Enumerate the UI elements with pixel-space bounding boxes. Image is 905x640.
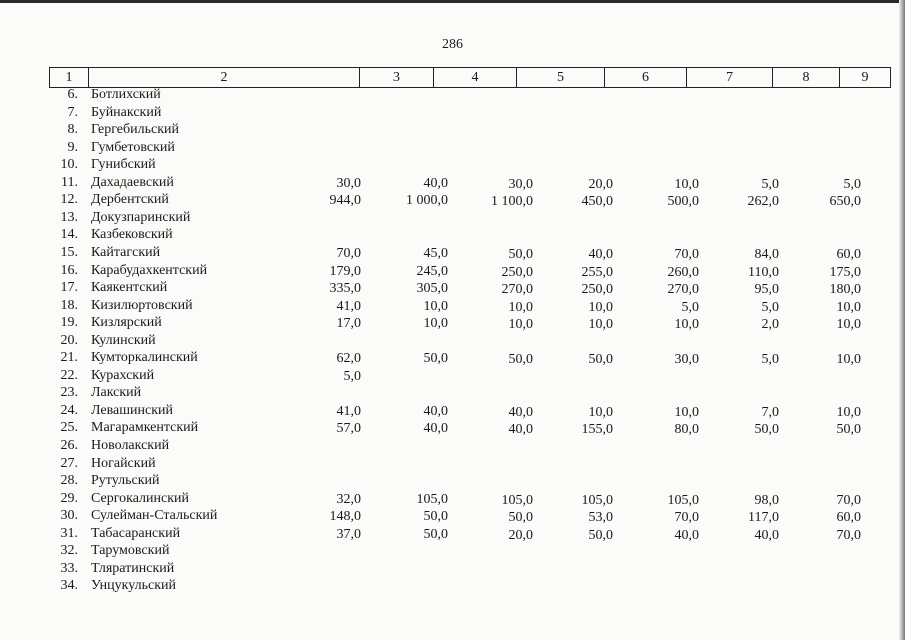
district-name: Кизлярский [91, 315, 162, 331]
row-number: 14. [60, 227, 78, 243]
row-number: 7. [67, 104, 78, 120]
value-cell-col-4: 305,0 [416, 281, 448, 297]
value-cell-col-8: 262,0 [747, 194, 779, 210]
row-number: 20. [60, 332, 78, 348]
table-row [0, 455, 905, 472]
district-name: Сергокалинский [91, 490, 190, 506]
value-cell-col-8: 84,0 [754, 246, 779, 262]
value-cell-col-4: 50,0 [423, 351, 448, 367]
value-cell-col-9: 175,0 [829, 264, 861, 280]
row-number: 26. [60, 438, 78, 453]
table-row [0, 139, 905, 156]
table-row [0, 174, 905, 191]
header-col-7: 7 [687, 68, 773, 87]
district-name: Кайтагский [91, 244, 161, 260]
district-name: Гумбетовский [91, 139, 175, 155]
value-cell-col-3: 5,0 [343, 368, 361, 384]
row-number: 29. [60, 490, 78, 506]
value-cell-col-9: 70,0 [836, 527, 861, 543]
table-row [0, 314, 905, 331]
value-cell-col-6: 40,0 [588, 246, 613, 262]
table-row [0, 367, 905, 384]
value-cell-col-6: 250,0 [581, 282, 613, 298]
district-name: Гергебильский [91, 122, 179, 138]
value-cell-col-8: 2,0 [761, 317, 779, 333]
value-cell-col-6: 105,0 [581, 492, 613, 508]
table-row [0, 419, 905, 436]
value-cell-col-4: 40,0 [423, 175, 448, 191]
table-header [49, 67, 891, 88]
district-name: Ногайский [91, 455, 156, 471]
value-cell-col-7: 10,0 [674, 176, 699, 192]
value-cell-col-5: 10,0 [508, 299, 533, 315]
value-cell-col-7: 500,0 [667, 194, 699, 210]
value-cell-col-7: 80,0 [674, 422, 699, 438]
row-number: 11. [61, 174, 78, 190]
row-number: 17. [60, 280, 78, 296]
value-cell-col-4: 10,0 [423, 316, 448, 332]
header-col-8: 8 [773, 68, 840, 87]
value-cell-col-3: 62,0 [336, 351, 361, 367]
value-cell-col-6: 50,0 [588, 527, 613, 543]
value-cell-col-9: 60,0 [836, 510, 861, 526]
table-row [0, 542, 905, 559]
district-name: Сулейман-Стальский [91, 508, 218, 524]
district-name: Кизилюртовский [91, 297, 193, 313]
value-cell-col-5: 105,0 [501, 492, 533, 508]
table-row [0, 577, 905, 594]
table-row [0, 209, 905, 226]
row-number: 24. [60, 402, 78, 418]
district-name: Тарумовский [91, 543, 170, 559]
value-cell-col-4: 50,0 [423, 526, 448, 542]
row-number: 23. [60, 385, 78, 401]
value-cell-col-5: 40,0 [508, 422, 533, 438]
value-cell-col-8: 40,0 [754, 527, 779, 543]
value-cell-col-7: 270,0 [667, 282, 699, 298]
row-number: 15. [60, 244, 78, 260]
district-name: Кумторкалинский [91, 350, 198, 366]
table-row [0, 384, 905, 401]
table-row [0, 560, 905, 577]
table-row [0, 121, 905, 138]
row-number: 9. [67, 139, 78, 155]
value-cell-col-3: 32,0 [336, 491, 361, 507]
value-cell-col-8: 110,0 [748, 264, 779, 280]
table-row [0, 525, 905, 542]
value-cell-col-5: 50,0 [508, 352, 533, 368]
value-cell-col-5: 30,0 [508, 176, 533, 192]
district-name: Карабудахкентский [91, 262, 208, 278]
row-number: 18. [60, 297, 78, 313]
table-row [0, 226, 905, 243]
value-cell-col-3: 41,0 [336, 403, 361, 419]
value-cell-col-4: 40,0 [423, 421, 448, 437]
value-cell-col-6: 10,0 [588, 404, 613, 420]
table-row [0, 297, 905, 314]
table-row [0, 490, 905, 507]
table-row [0, 437, 905, 454]
value-cell-col-6: 450,0 [581, 194, 613, 210]
value-cell-col-9: 60,0 [836, 246, 861, 262]
row-number: 10. [60, 157, 78, 173]
value-cell-col-5: 50,0 [508, 246, 533, 262]
table-row [0, 349, 905, 366]
value-cell-col-7: 40,0 [674, 527, 699, 543]
value-cell-col-4: 245,0 [416, 263, 448, 279]
district-name: Каякентский [91, 280, 168, 296]
value-cell-col-8: 50,0 [754, 422, 779, 438]
district-name: Гунибский [91, 157, 156, 173]
district-name: Табасаранский [91, 525, 181, 541]
value-cell-col-3: 37,0 [336, 526, 361, 542]
row-number: 32. [60, 543, 78, 559]
district-name: Казбековский [91, 227, 173, 243]
value-cell-col-7: 105,0 [667, 492, 699, 508]
district-name: Лакский [91, 385, 142, 401]
row-number: 12. [60, 192, 78, 208]
value-cell-col-5: 40,0 [508, 404, 533, 420]
row-number: 19. [60, 315, 78, 331]
page-number: 286 [442, 37, 463, 52]
value-cell-col-5: 20,0 [508, 527, 533, 543]
value-cell-col-8: 5,0 [761, 176, 779, 192]
row-number: 21. [60, 350, 78, 366]
value-cell-col-7: 5,0 [681, 299, 699, 315]
table-row [0, 156, 905, 173]
value-cell-col-8: 7,0 [761, 404, 779, 420]
value-cell-col-7: 70,0 [674, 510, 699, 526]
header-col-5: 5 [517, 68, 605, 87]
value-cell-col-8: 98,0 [754, 492, 779, 508]
row-number: 25. [60, 420, 78, 436]
district-name: Докузпаринский [91, 209, 191, 225]
table-row [0, 332, 905, 349]
row-number: 31. [60, 525, 78, 541]
header-col-6: 6 [605, 68, 687, 87]
value-cell-col-4: 45,0 [423, 245, 448, 261]
value-cell-col-3: 148,0 [329, 509, 361, 525]
row-number: 34. [60, 578, 78, 594]
district-name: Новолакский [91, 438, 170, 453]
district-name: Унцукульский [91, 578, 177, 594]
value-cell-col-3: 70,0 [336, 245, 361, 261]
row-number: 30. [60, 508, 78, 524]
table-row [0, 262, 905, 279]
row-number: 28. [60, 473, 78, 489]
value-cell-col-7: 10,0 [674, 404, 699, 420]
header-col-2: 2 [89, 68, 360, 87]
table-row [0, 279, 905, 296]
row-number: 13. [60, 209, 78, 225]
value-cell-col-8: 117,0 [748, 510, 779, 526]
table-row [0, 86, 905, 103]
district-name: Магарамкентский [91, 420, 199, 436]
table-row [0, 104, 905, 121]
row-number: 33. [60, 560, 78, 576]
value-cell-col-6: 155,0 [581, 422, 613, 438]
row-number: 16. [60, 262, 78, 278]
value-cell-col-6: 20,0 [588, 176, 613, 192]
value-cell-col-3: 17,0 [336, 316, 361, 332]
value-cell-col-9: 50,0 [836, 422, 861, 438]
district-name: Курахский [91, 367, 155, 383]
value-cell-col-5: 270,0 [501, 282, 533, 298]
value-cell-col-3: 335,0 [329, 281, 361, 297]
value-cell-col-9: 5,0 [843, 176, 861, 192]
value-cell-col-9: 180,0 [829, 282, 861, 298]
value-cell-col-4: 10,0 [423, 298, 448, 314]
value-cell-col-5: 50,0 [508, 510, 533, 526]
header-col-4: 4 [434, 68, 517, 87]
district-name: Дербентский [91, 192, 169, 208]
header-col-1: 1 [50, 68, 89, 87]
value-cell-col-3: 57,0 [336, 421, 361, 437]
value-cell-col-7: 260,0 [667, 264, 699, 280]
row-number: 6. [67, 87, 78, 102]
value-cell-col-9: 10,0 [836, 299, 861, 315]
district-name: Рутульский [91, 473, 160, 489]
value-cell-col-3: 944,0 [329, 193, 361, 209]
header-col-9: 9 [861, 70, 869, 85]
value-cell-col-8: 5,0 [761, 352, 779, 368]
value-cell-col-9: 10,0 [836, 352, 861, 368]
value-cell-col-4: 40,0 [423, 403, 448, 419]
value-cell-col-9: 10,0 [836, 404, 861, 420]
value-cell-col-7: 70,0 [674, 246, 699, 262]
value-cell-col-3: 179,0 [329, 263, 361, 279]
value-cell-col-5: 250,0 [501, 264, 533, 280]
value-cell-col-4: 1 000,0 [406, 193, 448, 209]
value-cell-col-8: 5,0 [761, 299, 779, 315]
scan-edge-top [0, 0, 905, 3]
table-row [0, 472, 905, 489]
value-cell-col-5: 1 100,0 [491, 194, 533, 210]
table-row [0, 402, 905, 419]
row-number: 22. [60, 367, 78, 383]
district-name: Левашинский [91, 402, 174, 418]
value-cell-col-7: 30,0 [674, 352, 699, 368]
row-number: 8. [67, 122, 78, 138]
district-name: Дахадаевский [91, 174, 174, 190]
value-cell-col-7: 10,0 [674, 317, 699, 333]
header-col-3: 3 [360, 68, 434, 87]
value-cell-col-4: 50,0 [423, 509, 448, 525]
row-number: 27. [60, 455, 78, 471]
value-cell-col-6: 255,0 [581, 264, 613, 280]
district-name: Ботлихский [91, 87, 161, 102]
district-name: Буйнакский [91, 104, 162, 120]
value-cell-col-9: 10,0 [836, 317, 861, 333]
table-row [0, 191, 905, 208]
value-cell-col-9: 650,0 [829, 194, 861, 210]
value-cell-col-9: 70,0 [836, 492, 861, 508]
value-cell-col-3: 41,0 [336, 298, 361, 314]
value-cell-col-4: 105,0 [416, 491, 448, 507]
table-row [0, 244, 905, 261]
value-cell-col-6: 50,0 [588, 352, 613, 368]
value-cell-col-8: 95,0 [754, 282, 779, 298]
value-cell-col-5: 10,0 [508, 317, 533, 333]
district-name: Кулинский [91, 332, 156, 348]
value-cell-col-6: 10,0 [588, 317, 613, 333]
district-name: Тляратинский [91, 560, 175, 576]
value-cell-col-3: 30,0 [336, 175, 361, 191]
value-cell-col-6: 53,0 [588, 510, 613, 526]
value-cell-col-6: 10,0 [588, 299, 613, 315]
table-row [0, 507, 905, 524]
